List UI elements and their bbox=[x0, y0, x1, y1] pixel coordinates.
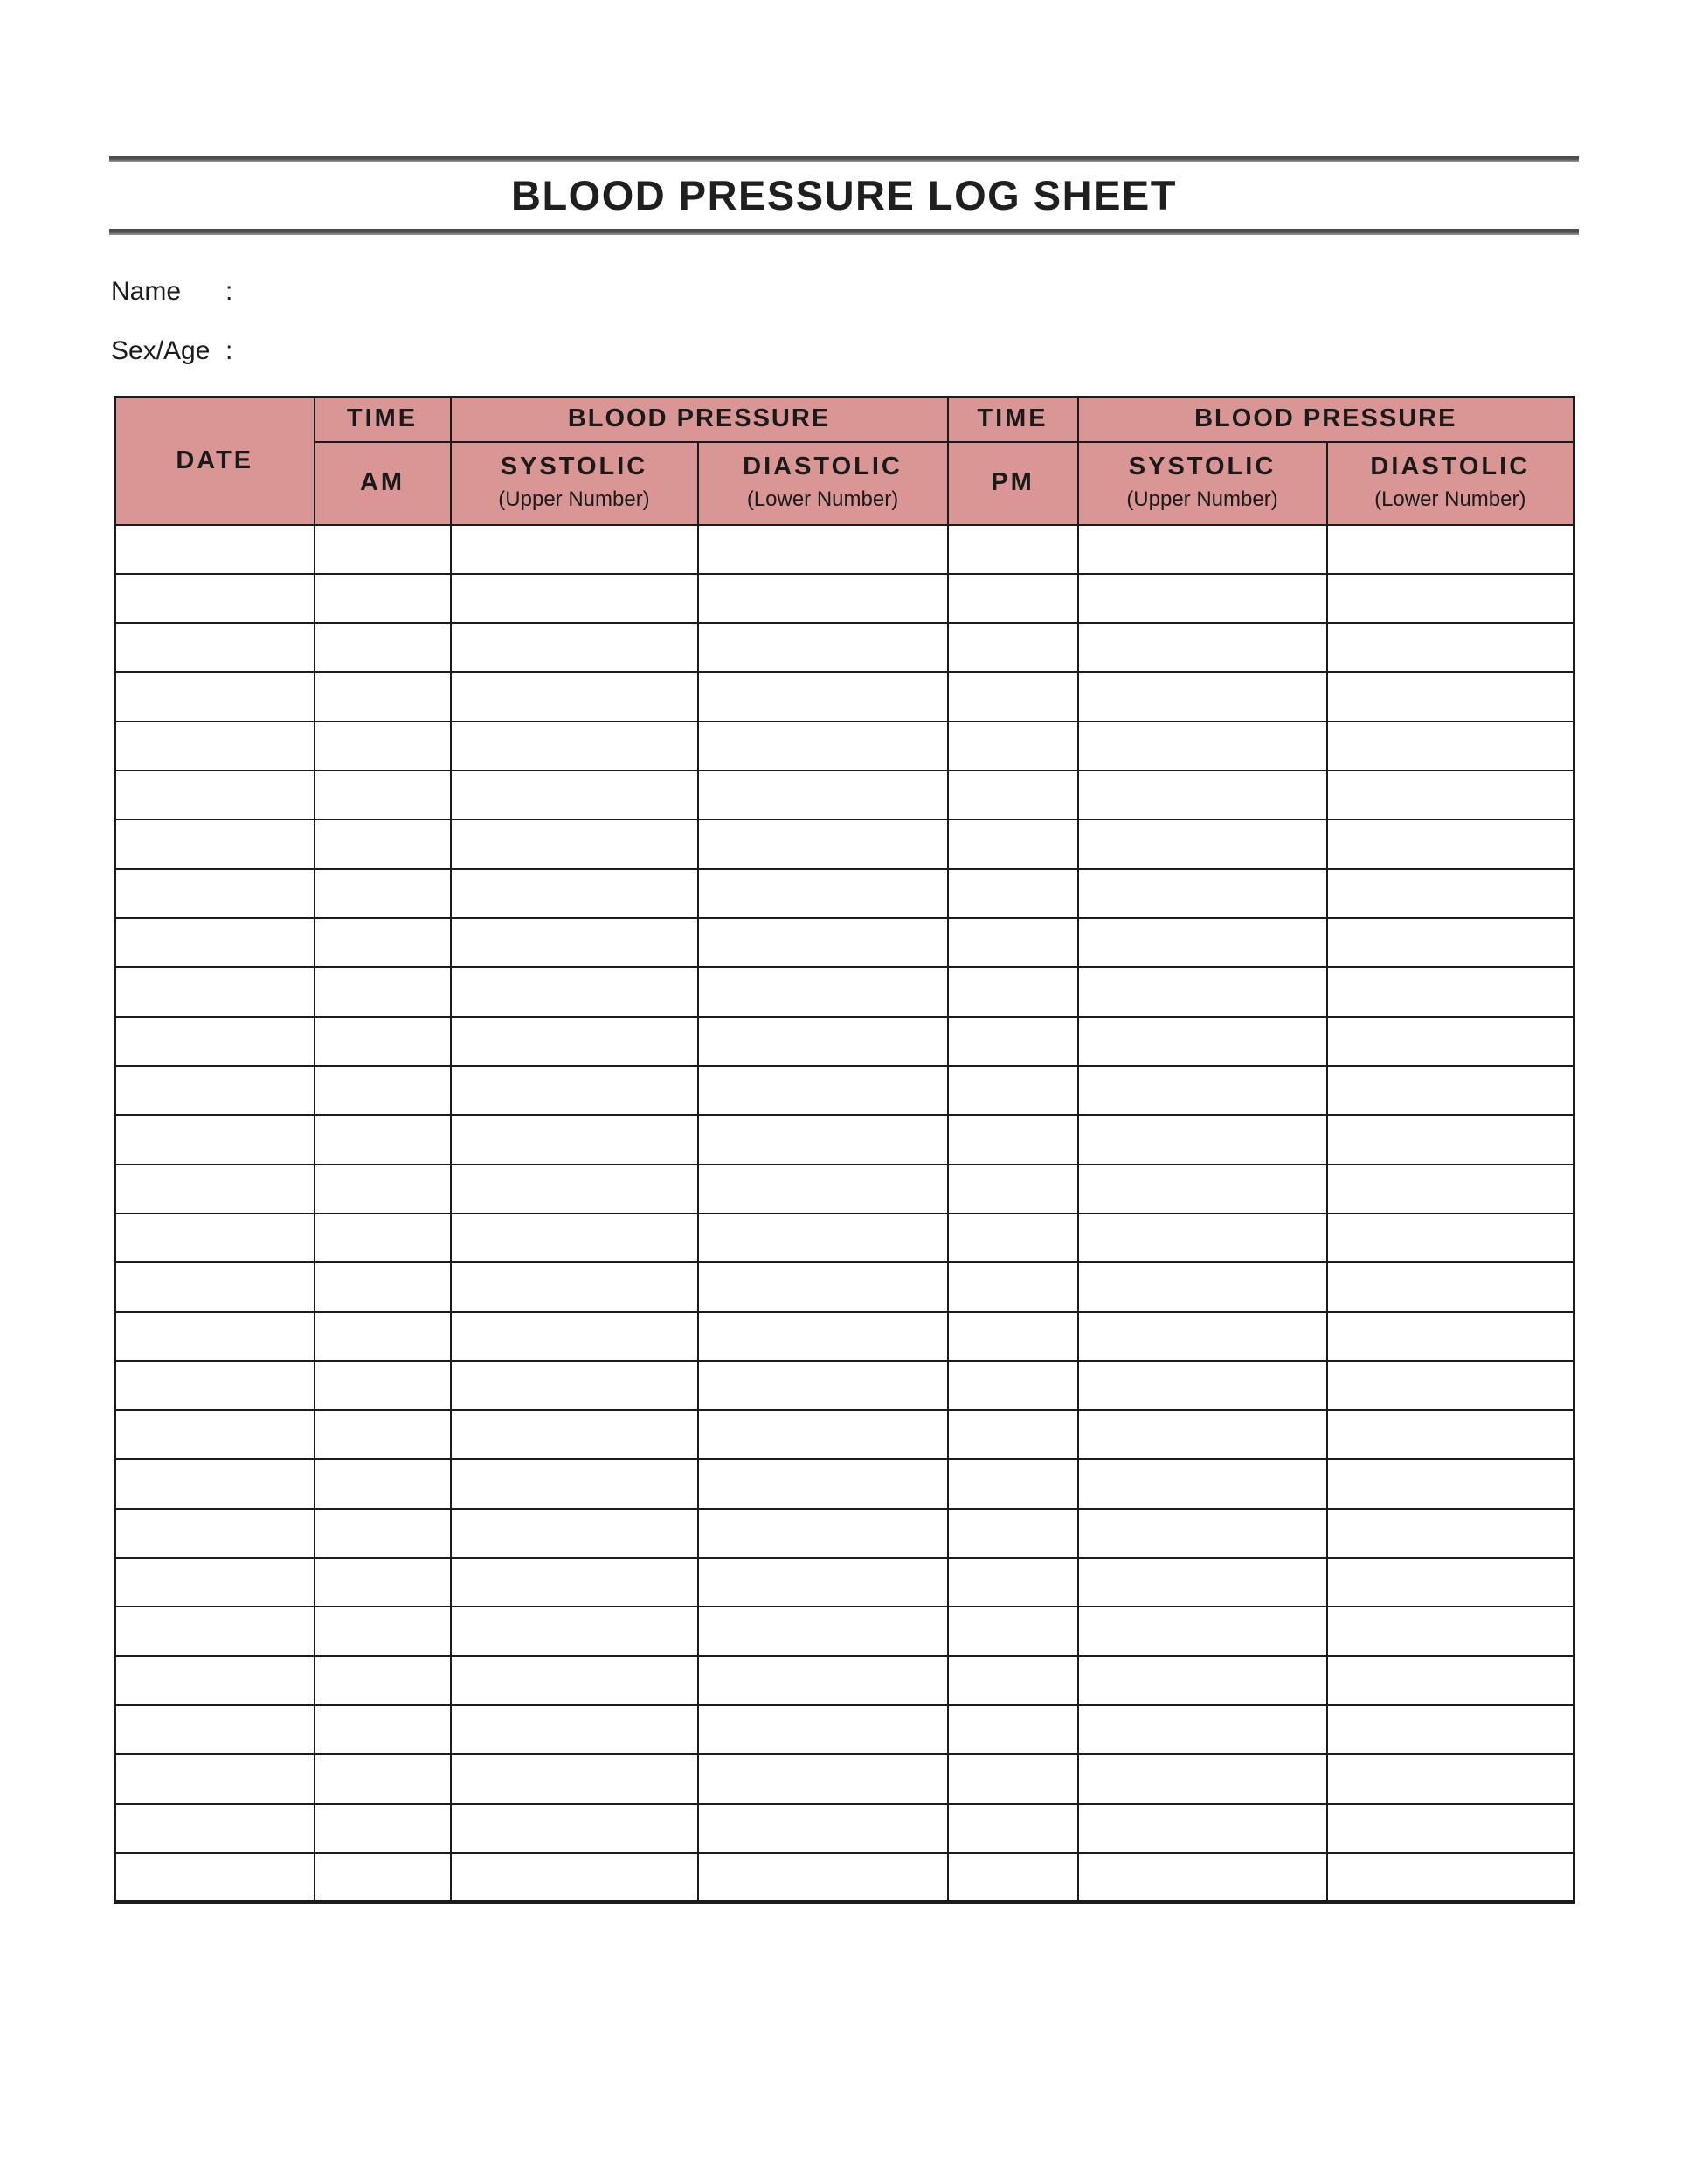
empty-log-cell bbox=[698, 918, 948, 967]
table-row bbox=[115, 574, 1574, 623]
empty-log-cell bbox=[948, 1607, 1078, 1655]
empty-log-cell bbox=[451, 918, 698, 967]
systolic-pm-sub-label: (Upper Number) bbox=[1126, 487, 1278, 511]
empty-log-cell bbox=[1078, 819, 1327, 868]
empty-log-cell bbox=[698, 967, 948, 1016]
empty-log-cell bbox=[1078, 1804, 1327, 1853]
empty-log-cell bbox=[115, 1804, 315, 1853]
empty-log-cell bbox=[698, 1410, 948, 1459]
title-bottom-rule bbox=[109, 229, 1579, 235]
empty-log-cell bbox=[698, 574, 948, 623]
empty-log-cell bbox=[115, 722, 315, 771]
empty-log-cell bbox=[948, 819, 1078, 868]
empty-log-cell bbox=[698, 623, 948, 672]
empty-log-cell bbox=[1078, 1165, 1327, 1213]
blood-pressure-am-label: BLOOD PRESSURE bbox=[567, 404, 831, 433]
empty-log-cell bbox=[315, 623, 451, 672]
empty-log-cell bbox=[948, 1853, 1078, 1902]
empty-log-cell bbox=[1078, 722, 1327, 771]
empty-log-cell bbox=[1078, 869, 1327, 918]
empty-log-cell bbox=[698, 1754, 948, 1803]
empty-log-cell bbox=[698, 1459, 948, 1508]
empty-log-cell bbox=[1327, 967, 1574, 1016]
empty-log-cell bbox=[315, 918, 451, 967]
empty-log-cell bbox=[1327, 1312, 1574, 1361]
empty-log-cell bbox=[948, 525, 1078, 574]
empty-log-cell bbox=[115, 672, 315, 721]
empty-log-cell bbox=[698, 771, 948, 819]
systolic-pm-stack bbox=[1079, 453, 1326, 513]
empty-log-cell bbox=[1327, 819, 1574, 868]
table-row bbox=[115, 1509, 1574, 1558]
table-row bbox=[115, 1017, 1574, 1066]
empty-log-cell bbox=[115, 1115, 315, 1164]
empty-log-cell bbox=[115, 1656, 315, 1705]
diastolic-pm-stack bbox=[1328, 453, 1574, 513]
empty-log-cell bbox=[948, 1017, 1078, 1066]
table-row bbox=[115, 672, 1574, 721]
empty-log-cell bbox=[115, 1312, 315, 1361]
empty-log-cell bbox=[451, 1607, 698, 1655]
table-row bbox=[115, 623, 1574, 672]
empty-log-cell bbox=[948, 1705, 1078, 1754]
empty-log-cell bbox=[1078, 1361, 1327, 1410]
empty-log-cell bbox=[315, 525, 451, 574]
header-systolic-am bbox=[451, 442, 698, 525]
log-table-body bbox=[115, 525, 1574, 1903]
table-row bbox=[115, 771, 1574, 819]
table-row bbox=[115, 1853, 1574, 1902]
systolic-am-sub-label: (Upper Number) bbox=[498, 487, 650, 511]
empty-log-cell bbox=[1078, 1558, 1327, 1607]
systolic-pm-label: SYSTOLIC bbox=[1128, 453, 1276, 481]
table-row bbox=[115, 525, 1574, 574]
empty-log-cell bbox=[315, 1312, 451, 1361]
empty-log-cell bbox=[115, 1607, 315, 1655]
empty-log-cell bbox=[115, 574, 315, 623]
diastolic-am-stack bbox=[699, 453, 947, 513]
header-diastolic-am bbox=[698, 442, 948, 525]
empty-log-cell bbox=[315, 1558, 451, 1607]
empty-log-cell bbox=[315, 1165, 451, 1213]
header-systolic-pm bbox=[1078, 442, 1327, 525]
diastolic-pm-label: DIASTOLIC bbox=[1370, 453, 1531, 481]
table-row bbox=[115, 1705, 1574, 1754]
empty-log-cell bbox=[1327, 1410, 1574, 1459]
empty-log-cell bbox=[1327, 1853, 1574, 1902]
empty-log-cell bbox=[451, 574, 698, 623]
empty-log-cell bbox=[1327, 1115, 1574, 1164]
empty-log-cell bbox=[1327, 1017, 1574, 1066]
empty-log-cell bbox=[1327, 1066, 1574, 1115]
name-label: Name bbox=[111, 277, 182, 306]
empty-log-cell bbox=[1327, 869, 1574, 918]
table-row bbox=[115, 722, 1574, 771]
diastolic-am-sub-label: (Lower Number) bbox=[746, 487, 899, 511]
blood-pressure-log-table bbox=[114, 396, 1575, 1904]
table-row bbox=[115, 869, 1574, 918]
empty-log-cell bbox=[315, 819, 451, 868]
empty-log-cell bbox=[115, 1017, 315, 1066]
empty-log-cell bbox=[948, 722, 1078, 771]
empty-log-cell bbox=[948, 918, 1078, 967]
empty-log-cell bbox=[451, 1459, 698, 1508]
empty-log-cell bbox=[1078, 1115, 1327, 1164]
empty-log-cell bbox=[1078, 918, 1327, 967]
empty-log-cell bbox=[451, 672, 698, 721]
name-colon: : bbox=[225, 277, 233, 306]
empty-log-cell bbox=[451, 1213, 698, 1262]
table-row bbox=[115, 1804, 1574, 1853]
header-am bbox=[315, 442, 451, 525]
empty-log-cell bbox=[1327, 1656, 1574, 1705]
empty-log-cell bbox=[698, 1017, 948, 1066]
sex-age-label: Sex/Age bbox=[111, 336, 211, 365]
empty-log-cell bbox=[451, 967, 698, 1016]
empty-log-cell bbox=[451, 819, 698, 868]
header-time-pm bbox=[948, 397, 1078, 442]
empty-log-cell bbox=[315, 574, 451, 623]
empty-log-cell bbox=[948, 1459, 1078, 1508]
empty-log-cell bbox=[115, 1853, 315, 1902]
empty-log-cell bbox=[115, 918, 315, 967]
empty-log-cell bbox=[948, 623, 1078, 672]
empty-log-cell bbox=[1327, 1705, 1574, 1754]
table-row bbox=[115, 1459, 1574, 1508]
empty-log-cell bbox=[1327, 722, 1574, 771]
empty-log-cell bbox=[1327, 1459, 1574, 1508]
empty-log-cell bbox=[451, 1754, 698, 1803]
empty-log-cell bbox=[451, 1558, 698, 1607]
empty-log-cell bbox=[1078, 1754, 1327, 1803]
empty-log-cell bbox=[315, 1754, 451, 1803]
empty-log-cell bbox=[115, 771, 315, 819]
header-blood-pressure-am bbox=[451, 397, 948, 442]
empty-log-cell bbox=[1078, 1459, 1327, 1508]
empty-log-cell bbox=[1327, 1213, 1574, 1262]
empty-log-cell bbox=[115, 967, 315, 1016]
empty-log-cell bbox=[1078, 1410, 1327, 1459]
empty-log-cell bbox=[1327, 1607, 1574, 1655]
table-row bbox=[115, 1066, 1574, 1115]
empty-log-cell bbox=[1327, 623, 1574, 672]
empty-log-cell bbox=[115, 869, 315, 918]
empty-log-cell bbox=[315, 1361, 451, 1410]
empty-log-cell bbox=[451, 771, 698, 819]
empty-log-cell bbox=[451, 1656, 698, 1705]
patient-fields bbox=[111, 277, 1688, 368]
empty-log-cell bbox=[698, 1705, 948, 1754]
empty-log-cell bbox=[315, 1262, 451, 1311]
empty-log-cell bbox=[1327, 1804, 1574, 1853]
empty-log-cell bbox=[451, 722, 698, 771]
empty-log-cell bbox=[315, 1804, 451, 1853]
empty-log-cell bbox=[1327, 574, 1574, 623]
empty-log-cell bbox=[948, 1262, 1078, 1311]
empty-log-cell bbox=[451, 1165, 698, 1213]
table-row bbox=[115, 1213, 1574, 1262]
systolic-am-label: SYSTOLIC bbox=[500, 453, 648, 481]
empty-log-cell bbox=[315, 1459, 451, 1508]
empty-log-cell bbox=[1078, 623, 1327, 672]
empty-log-cell bbox=[315, 1115, 451, 1164]
diastolic-pm-sub-label: (Lower Number) bbox=[1374, 487, 1526, 511]
empty-log-cell bbox=[948, 1410, 1078, 1459]
empty-log-cell bbox=[115, 1066, 315, 1115]
header-pm bbox=[948, 442, 1078, 525]
header-diastolic-pm bbox=[1327, 442, 1574, 525]
empty-log-cell bbox=[315, 771, 451, 819]
empty-log-cell bbox=[948, 672, 1078, 721]
empty-log-cell bbox=[948, 574, 1078, 623]
empty-log-cell bbox=[451, 869, 698, 918]
empty-log-cell bbox=[948, 1312, 1078, 1361]
empty-log-cell bbox=[1327, 918, 1574, 967]
empty-log-cell bbox=[115, 525, 315, 574]
table-row bbox=[115, 1165, 1574, 1213]
empty-log-cell bbox=[948, 967, 1078, 1016]
systolic-am-stack bbox=[452, 453, 697, 513]
empty-log-cell bbox=[698, 1165, 948, 1213]
empty-log-cell bbox=[698, 1804, 948, 1853]
empty-log-cell bbox=[1327, 1262, 1574, 1311]
table-row bbox=[115, 967, 1574, 1016]
empty-log-cell bbox=[451, 1804, 698, 1853]
name-field-row bbox=[111, 277, 1688, 308]
pm-label: PM bbox=[991, 468, 1034, 497]
table-row bbox=[115, 1361, 1574, 1410]
empty-log-cell bbox=[1078, 1213, 1327, 1262]
empty-log-cell bbox=[1327, 672, 1574, 721]
empty-log-cell bbox=[315, 722, 451, 771]
empty-log-cell bbox=[1078, 525, 1327, 574]
empty-log-cell bbox=[1078, 1017, 1327, 1066]
empty-log-cell bbox=[451, 623, 698, 672]
empty-log-cell bbox=[1078, 1705, 1327, 1754]
sex-age-colon: : bbox=[225, 336, 233, 365]
empty-log-cell bbox=[1078, 574, 1327, 623]
table-row bbox=[115, 819, 1574, 868]
empty-log-cell bbox=[698, 1361, 948, 1410]
empty-log-cell bbox=[698, 1853, 948, 1902]
time-pm-label: TIME bbox=[977, 404, 1048, 433]
empty-log-cell bbox=[115, 1509, 315, 1558]
empty-log-cell bbox=[115, 623, 315, 672]
am-label: AM bbox=[359, 468, 405, 497]
table-row bbox=[115, 1115, 1574, 1164]
empty-log-cell bbox=[1327, 1361, 1574, 1410]
empty-log-cell bbox=[115, 1705, 315, 1754]
empty-log-cell bbox=[315, 1066, 451, 1115]
empty-log-cell bbox=[1078, 1607, 1327, 1655]
empty-log-cell bbox=[1078, 1066, 1327, 1115]
empty-log-cell bbox=[698, 672, 948, 721]
header-time-am bbox=[315, 397, 451, 442]
empty-log-cell bbox=[115, 1361, 315, 1410]
page-title: BLOOD PRESSURE LOG SHEET bbox=[511, 172, 1177, 218]
header-blood-pressure-pm bbox=[1078, 397, 1574, 442]
empty-log-cell bbox=[698, 525, 948, 574]
empty-log-cell bbox=[1327, 1558, 1574, 1607]
header-row-1 bbox=[115, 397, 1574, 442]
table-row bbox=[115, 1262, 1574, 1311]
empty-log-cell bbox=[948, 1509, 1078, 1558]
diastolic-am-label: DIASTOLIC bbox=[743, 453, 903, 481]
title-band bbox=[0, 162, 1688, 229]
empty-log-cell bbox=[451, 1410, 698, 1459]
empty-log-cell bbox=[698, 1558, 948, 1607]
empty-log-cell bbox=[115, 1410, 315, 1459]
sex-age-field-row bbox=[111, 336, 1688, 368]
empty-log-cell bbox=[698, 1607, 948, 1655]
empty-log-cell bbox=[315, 1017, 451, 1066]
empty-log-cell bbox=[315, 1607, 451, 1655]
empty-log-cell bbox=[698, 1509, 948, 1558]
empty-log-cell bbox=[451, 1066, 698, 1115]
empty-log-cell bbox=[1078, 1262, 1327, 1311]
empty-log-cell bbox=[948, 1804, 1078, 1853]
table-row bbox=[115, 918, 1574, 967]
empty-log-cell bbox=[1327, 525, 1574, 574]
empty-log-cell bbox=[315, 1509, 451, 1558]
header-date bbox=[115, 397, 315, 525]
blood-pressure-pm-label: BLOOD PRESSURE bbox=[1194, 404, 1457, 433]
empty-log-cell bbox=[948, 1656, 1078, 1705]
empty-log-cell bbox=[115, 1754, 315, 1803]
empty-log-cell bbox=[698, 722, 948, 771]
empty-log-cell bbox=[451, 1312, 698, 1361]
empty-log-cell bbox=[115, 1213, 315, 1262]
empty-log-cell bbox=[315, 869, 451, 918]
empty-log-cell bbox=[1078, 1509, 1327, 1558]
table-row bbox=[115, 1558, 1574, 1607]
table-row bbox=[115, 1312, 1574, 1361]
empty-log-cell bbox=[315, 1705, 451, 1754]
empty-log-cell bbox=[451, 1262, 698, 1311]
empty-log-cell bbox=[698, 1213, 948, 1262]
table-header bbox=[115, 397, 1574, 525]
empty-log-cell bbox=[115, 1558, 315, 1607]
empty-log-cell bbox=[698, 1656, 948, 1705]
empty-log-cell bbox=[1327, 771, 1574, 819]
empty-log-cell bbox=[948, 1066, 1078, 1115]
empty-log-cell bbox=[315, 1853, 451, 1902]
empty-log-cell bbox=[315, 672, 451, 721]
empty-log-cell bbox=[115, 1459, 315, 1508]
empty-log-cell bbox=[948, 1558, 1078, 1607]
empty-log-cell bbox=[1078, 1656, 1327, 1705]
empty-log-cell bbox=[451, 1115, 698, 1164]
table-row bbox=[115, 1410, 1574, 1459]
empty-log-cell bbox=[115, 819, 315, 868]
empty-log-cell bbox=[451, 525, 698, 574]
empty-log-cell bbox=[451, 1017, 698, 1066]
table-row bbox=[115, 1754, 1574, 1803]
empty-log-cell bbox=[1078, 672, 1327, 721]
empty-log-cell bbox=[698, 1066, 948, 1115]
empty-log-cell bbox=[451, 1853, 698, 1902]
empty-log-cell bbox=[698, 1312, 948, 1361]
empty-log-cell bbox=[451, 1509, 698, 1558]
time-am-label: TIME bbox=[346, 404, 419, 433]
empty-log-cell bbox=[948, 1213, 1078, 1262]
empty-log-cell bbox=[1078, 1312, 1327, 1361]
empty-log-cell bbox=[698, 819, 948, 868]
empty-log-cell bbox=[1078, 771, 1327, 819]
header-row-2 bbox=[115, 442, 1574, 525]
empty-log-cell bbox=[451, 1361, 698, 1410]
empty-log-cell bbox=[948, 1754, 1078, 1803]
empty-log-cell bbox=[1327, 1509, 1574, 1558]
empty-log-cell bbox=[948, 1115, 1078, 1164]
empty-log-cell bbox=[698, 869, 948, 918]
empty-log-cell bbox=[698, 1262, 948, 1311]
empty-log-cell bbox=[948, 1361, 1078, 1410]
table-row bbox=[115, 1656, 1574, 1705]
empty-log-cell bbox=[315, 1213, 451, 1262]
table-row bbox=[115, 1607, 1574, 1655]
date-label: DATE bbox=[176, 446, 254, 474]
empty-log-cell bbox=[315, 1410, 451, 1459]
empty-log-cell bbox=[1327, 1165, 1574, 1213]
empty-log-cell bbox=[315, 1656, 451, 1705]
empty-log-cell bbox=[451, 1705, 698, 1754]
empty-log-cell bbox=[1327, 1754, 1574, 1803]
empty-log-cell bbox=[315, 967, 451, 1016]
empty-log-cell bbox=[948, 869, 1078, 918]
empty-log-cell bbox=[948, 1165, 1078, 1213]
empty-log-cell bbox=[698, 1115, 948, 1164]
empty-log-cell bbox=[1078, 1853, 1327, 1902]
empty-log-cell bbox=[115, 1262, 315, 1311]
empty-log-cell bbox=[1078, 967, 1327, 1016]
empty-log-cell bbox=[115, 1165, 315, 1213]
empty-log-cell bbox=[948, 771, 1078, 819]
